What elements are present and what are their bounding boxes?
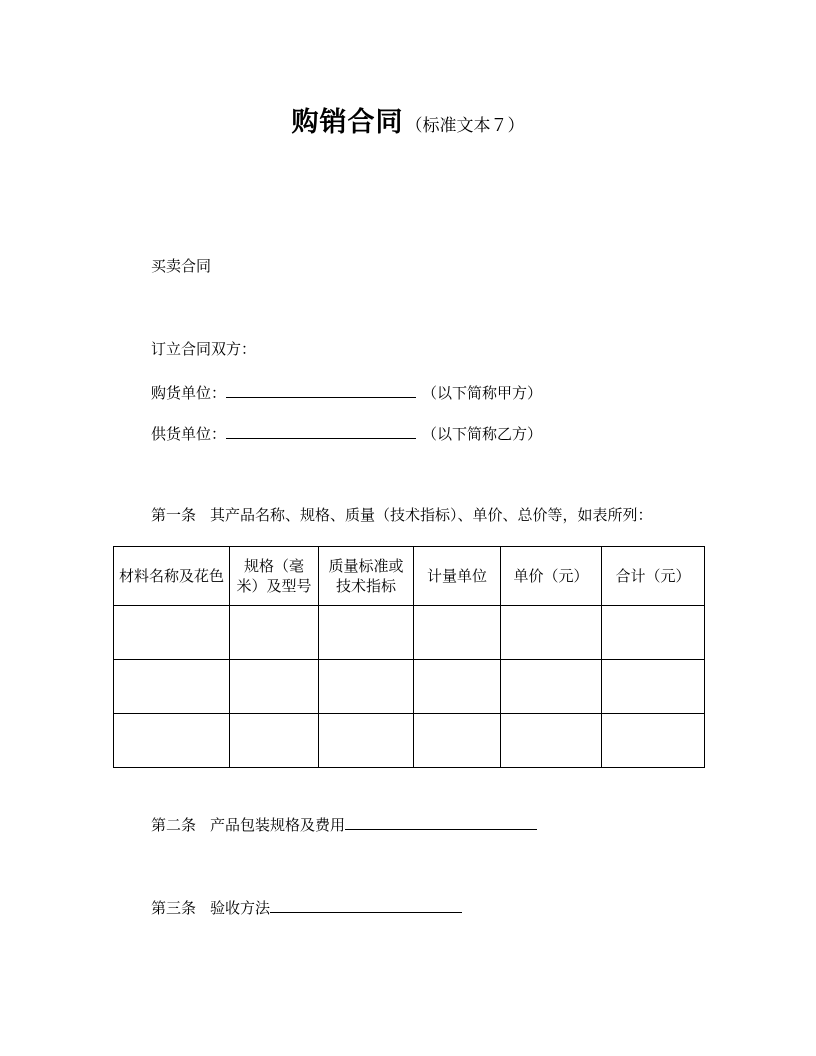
table-cell[interactable] (602, 660, 705, 714)
table-header-cell: 计量单位 (414, 547, 501, 606)
table-header-row (114, 547, 705, 606)
table-cell[interactable] (114, 606, 230, 660)
article1-number: 第一条 (151, 506, 197, 524)
table-row (114, 660, 705, 714)
article2-number: 第二条 (151, 816, 197, 834)
buyer-blank-field[interactable] (226, 381, 416, 398)
table-cell[interactable] (319, 714, 414, 768)
article3-number: 第三条 (151, 899, 197, 917)
acceptance-method-blank-field[interactable] (270, 896, 462, 913)
table-cell[interactable] (230, 606, 319, 660)
table-header-cell: 规格（毫米）及型号 (230, 547, 319, 606)
table-cell[interactable] (501, 606, 602, 660)
contract-type: 买卖合同 (151, 257, 212, 275)
seller-blank-field[interactable] (226, 422, 416, 439)
product-spec-table (113, 546, 705, 768)
table-cell[interactable] (501, 660, 602, 714)
table-header-cell: 合计（元） (602, 547, 705, 606)
table-cell[interactable] (602, 714, 705, 768)
table-header-cell: 材料名称及花色 (114, 547, 230, 606)
title-subtitle: （标准文本７） (405, 116, 525, 136)
table-cell[interactable] (602, 606, 705, 660)
seller-label: 供货单位： (151, 425, 227, 443)
table-cell[interactable] (319, 660, 414, 714)
table-cell[interactable] (114, 714, 230, 768)
document-title (0, 100, 816, 139)
article1 (151, 505, 653, 525)
table-row (114, 714, 705, 768)
article2-text: 产品包装规格及费用 (210, 816, 346, 834)
table-cell[interactable] (114, 660, 230, 714)
seller-line (151, 422, 542, 444)
packaging-blank-field[interactable] (345, 813, 537, 830)
table-header-cell: 单价（元） (501, 547, 602, 606)
table-cell[interactable] (414, 660, 501, 714)
table-cell[interactable] (230, 660, 319, 714)
title-main: 购销合同 (291, 107, 404, 138)
parties-heading: 订立合同双方： (151, 340, 257, 358)
article2 (151, 813, 537, 835)
table-cell[interactable] (230, 714, 319, 768)
buyer-line (151, 381, 542, 403)
table-row (114, 606, 705, 660)
article1-text: 其产品名称、规格、质量（技术指标）、单价、总价等，如表所列： (210, 506, 653, 524)
table-cell[interactable] (501, 714, 602, 768)
table-header-cell: 质量标准或技术指标 (319, 547, 414, 606)
buyer-note: （以下简称甲方） (422, 384, 543, 402)
article3 (151, 896, 462, 918)
table-cell[interactable] (414, 714, 501, 768)
table-cell[interactable] (414, 606, 501, 660)
article3-text: 验收方法 (210, 899, 271, 917)
seller-note: （以下简称乙方） (422, 425, 543, 443)
table-cell[interactable] (319, 606, 414, 660)
buyer-label: 购货单位： (151, 384, 227, 402)
